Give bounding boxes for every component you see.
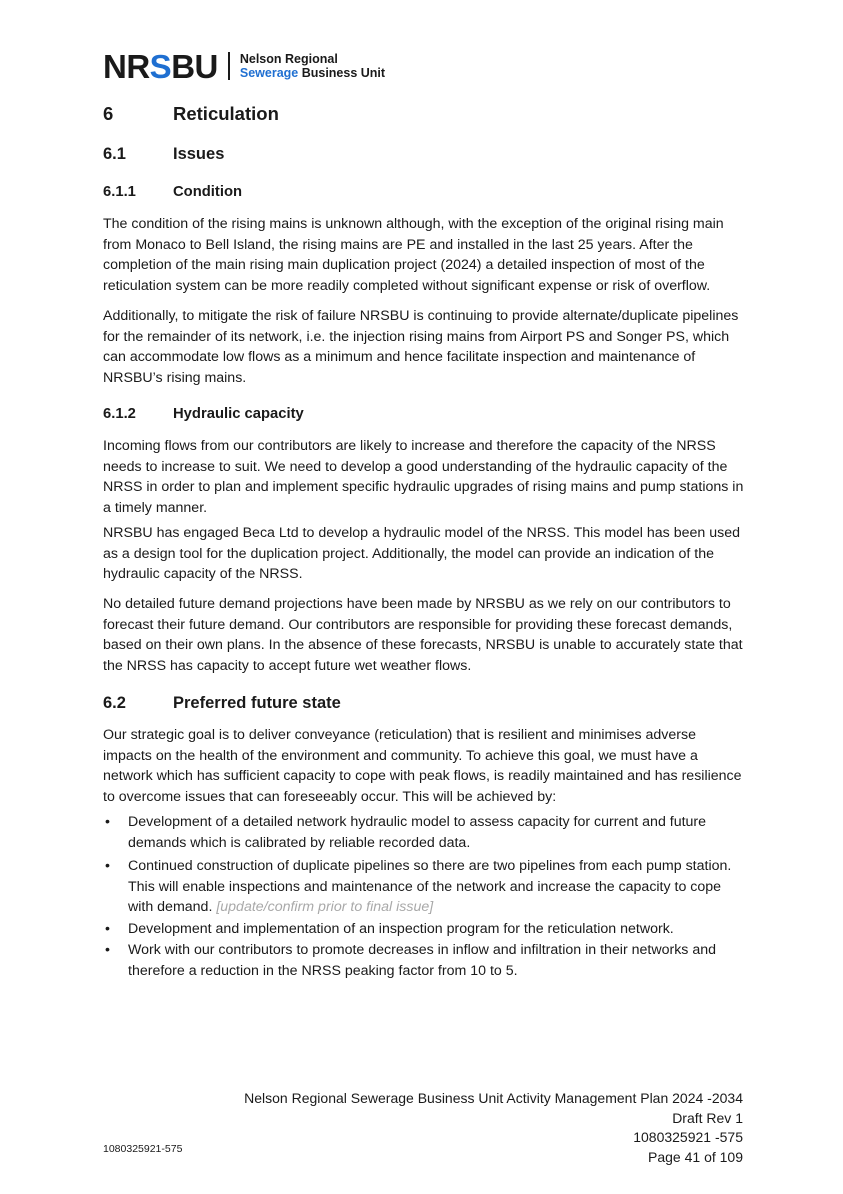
section-6-heading bbox=[103, 103, 745, 125]
logo-word-nr: NR bbox=[103, 47, 150, 85]
section-6-heading-wrap bbox=[103, 103, 745, 125]
hydraulic-paragraph-2: NRSBU has engaged Beca Ltd to develop a hydraulic model of the NRSS. This model has been used as a design tool for the duplication project. Additionally, the model can provide an indication of the hydraulic capacity of the NRSS. bbox=[103, 525, 740, 582]
logo-word-bu: BU bbox=[171, 47, 218, 85]
bullet-icon: • bbox=[105, 942, 110, 958]
bullet-icon: • bbox=[105, 920, 110, 937]
list-item bbox=[103, 940, 745, 981]
future-state-para-wrap bbox=[103, 725, 745, 807]
list-item bbox=[103, 919, 745, 940]
section-number: 6.1.2 bbox=[103, 406, 136, 422]
section-6-1-2-heading-wrap bbox=[103, 406, 745, 422]
condition-paragraph-1: The condition of the rising mains is unknown although, with the exception of the original rising main from Monaco to Bell Island, the rising mains are PE and installed in the last 25 years. After the completion of the main rising main duplication project (2024) a detailed inspection of most of the reticulation system can be more readily completed without significant expense or risk of overflow. bbox=[103, 216, 724, 294]
logo-subtitle-line1: Nelson Regional bbox=[239, 52, 338, 66]
section-number: 6.1.1 bbox=[103, 184, 136, 200]
section-title: Reticulation bbox=[173, 103, 279, 124]
list-item-text: Continued construction of duplicate pipelines so there are two pipelines from each pump station. This will enable inspections and maintenance of the network and increase the capacity to cope with demand. bbox=[128, 858, 732, 915]
section-number: 6.1 bbox=[103, 145, 126, 163]
section-6-1-heading bbox=[103, 145, 745, 164]
editorial-note: [update/confirm prior to final issue] bbox=[216, 899, 434, 915]
section-6-2-heading-wrap bbox=[103, 694, 745, 713]
list-item-text: Work with our contributors to promote decreases in inflow and infiltration in their networks and therefore a reduction in the NRSS peaking factor from 10 to 5. bbox=[128, 942, 717, 979]
section-6-1-1-heading-wrap bbox=[103, 184, 745, 200]
hydraulic-para-1-wrap bbox=[103, 436, 745, 518]
footer-revision: Draft Rev 1 bbox=[672, 1109, 743, 1126]
page-footer bbox=[244, 1089, 743, 1167]
list-item bbox=[103, 812, 745, 853]
logo-subtitle-business-unit: Business Unit bbox=[298, 66, 386, 80]
list-item-text: Development of a detailed network hydraulic model to assess capacity for current and future demands which is calibrated by reliable recorded data. bbox=[128, 814, 707, 851]
logo-divider bbox=[228, 52, 230, 80]
section-number: 6.2 bbox=[103, 694, 126, 712]
condition-para-1-wrap bbox=[103, 214, 745, 296]
footer-doc-id: 1080325921-575 bbox=[103, 1143, 183, 1155]
section-6-1-heading-wrap bbox=[103, 145, 745, 164]
hydraulic-para-3-wrap bbox=[103, 594, 745, 676]
bullet-icon: • bbox=[105, 814, 110, 830]
logo-subtitle-line2 bbox=[240, 66, 385, 80]
logo-subtitle bbox=[240, 52, 385, 80]
future-state-list-wrap bbox=[103, 812, 745, 981]
section-title: Condition bbox=[173, 184, 243, 200]
list-item-text: Development and implementation of an inspection program for the reticulation network. bbox=[128, 920, 674, 937]
condition-paragraph-2: Additionally, to mitigate the risk of failure NRSBU is continuing to provide alternate/duplicate pipelines for the remainder of its network, i.e. the injection rising mains from Airport PS and Songer PS, which can accommodate low flows as a minimum and hence facilitate inspection and maintenance of NRSBU’s rising mains. bbox=[103, 308, 739, 386]
logo-wordmark bbox=[103, 47, 218, 85]
footer-document-number: 1080325921 -575 bbox=[633, 1129, 743, 1145]
future-state-paragraph: Our strategic goal is to deliver conveyance (reticulation) that is resilient and minimises adverse impacts on the health of the environment and community. To achieve this goal, we must have a network which has sufficient capacity to cope with peak flows, is readily maintained and has resilience to overcome issues that can foreseeably occur. This will be achieved by: bbox=[103, 727, 742, 805]
logo-subtitle-sewerage: Sewerage bbox=[239, 66, 299, 80]
condition-para-2-wrap bbox=[103, 306, 745, 388]
logo-word-s: S bbox=[149, 47, 172, 85]
hydraulic-paragraph-3: No detailed future demand projections have been made by NRSBU as we rely on our contributors to forecast their future demand. Our contributors are responsible for providing these forecast demands, based on their own plans. In the absence of these forecasts, NRSBU is unable to accurately state that the NRSS has capacity to accept future wet weather flows. bbox=[103, 596, 743, 674]
list-item bbox=[103, 856, 745, 918]
hydraulic-para-2-wrap bbox=[103, 523, 745, 585]
section-6-1-1-heading bbox=[103, 184, 745, 200]
section-title: Issues bbox=[173, 145, 225, 163]
section-number: 6 bbox=[103, 103, 114, 124]
nrsbu-logo bbox=[103, 48, 385, 84]
footer-page-number: Page 41 of 109 bbox=[648, 1148, 743, 1165]
section-6-2-heading bbox=[103, 694, 745, 713]
bullet-icon: • bbox=[105, 858, 110, 874]
section-6-1-2-heading bbox=[103, 406, 745, 422]
section-title: Preferred future state bbox=[173, 694, 341, 712]
section-title: Hydraulic capacity bbox=[173, 406, 304, 422]
footer-plan-title: Nelson Regional Sewerage Business Unit Activity Management Plan 2024 -2034 bbox=[244, 1090, 743, 1106]
future-state-list bbox=[103, 812, 745, 981]
hydraulic-paragraph-1: Incoming flows from our contributors are likely to increase and therefore the capacity of the NRSS needs to increase to suit. We need to develop a good understanding of the hydraulic capacity of the NRSS in order to plan and implement specific hydraulic upgrades of rising mains and pump stations in a timely manner. bbox=[103, 438, 744, 516]
